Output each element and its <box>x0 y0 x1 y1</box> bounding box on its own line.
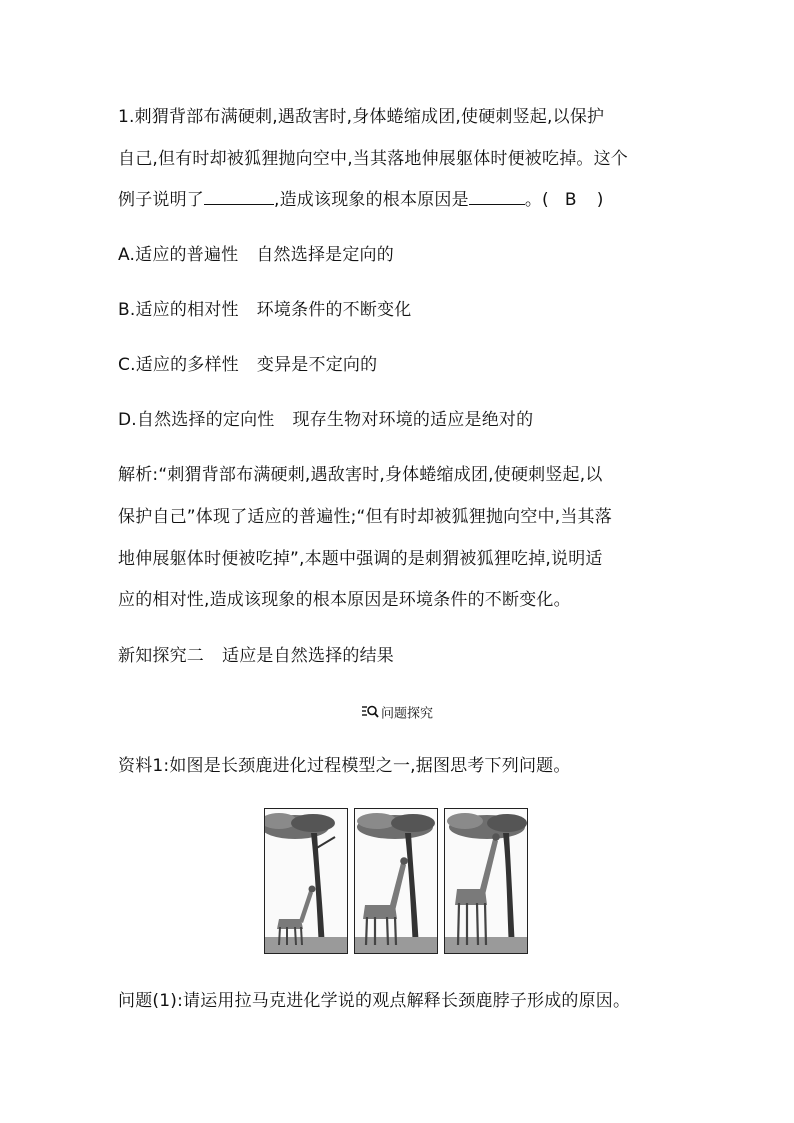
answer-blank-1 <box>204 189 274 205</box>
option-d: D.自然选择的定向性 现存生物对环境的适应是绝对的 <box>118 410 534 430</box>
question-line-1: 1.刺猬背部布满硬刺,遇敌害时,身体蜷缩成团,使硬刺竖起,以保护 <box>118 107 605 127</box>
material-1: 资料1:如图是长颈鹿进化过程模型之一,据图思考下列问题。 <box>118 756 571 776</box>
section-heading: 新知探究二 适应是自然选择的结果 <box>118 646 394 666</box>
question-1-prompt: 问题(1):请运用拉马克进化学说的观点解释长颈鹿脖子形成的原因。 <box>118 991 631 1011</box>
answer-letter: B <box>564 190 577 210</box>
option-c: C.适应的多样性 变异是不定向的 <box>118 355 378 375</box>
analysis-line-3: 地伸展躯体时便被吃掉”,本题中强调的是刺猬被狐狸吃掉,说明适 <box>118 549 603 569</box>
analysis-line-2: 保护自己”体现了适应的普遍性;“但有时却被狐狸抛向空中,当其落 <box>118 507 612 527</box>
magnifier-list-icon <box>361 704 379 724</box>
analysis-line-4: 应的相对性,造成该现象的根本原因是环境条件的不断变化。 <box>118 590 571 610</box>
option-b: B.适应的相对性 环境条件的不断变化 <box>118 300 412 320</box>
question-line-3: 例子说明了 ,造成该现象的根本原因是 。( B ) <box>118 190 604 210</box>
analysis-line-1: 解析:“刺猬背部布满硬刺,遇敌害时,身体蜷缩成团,使硬刺竖起,以 <box>118 465 603 485</box>
giraffe-panel-1 <box>264 808 348 954</box>
question-line-2: 自己,但有时却被狐狸抛向空中,当其落地伸展躯体时便被吃掉。这个 <box>118 149 629 169</box>
giraffe-evolution-figure <box>264 808 530 956</box>
explore-label: 问题探究 <box>0 704 794 724</box>
giraffe-panel-3 <box>444 808 528 954</box>
option-a: A.适应的普遍性 自然选择是定向的 <box>118 245 394 265</box>
answer-blank-2 <box>469 189 525 205</box>
giraffe-panel-2 <box>354 808 438 954</box>
